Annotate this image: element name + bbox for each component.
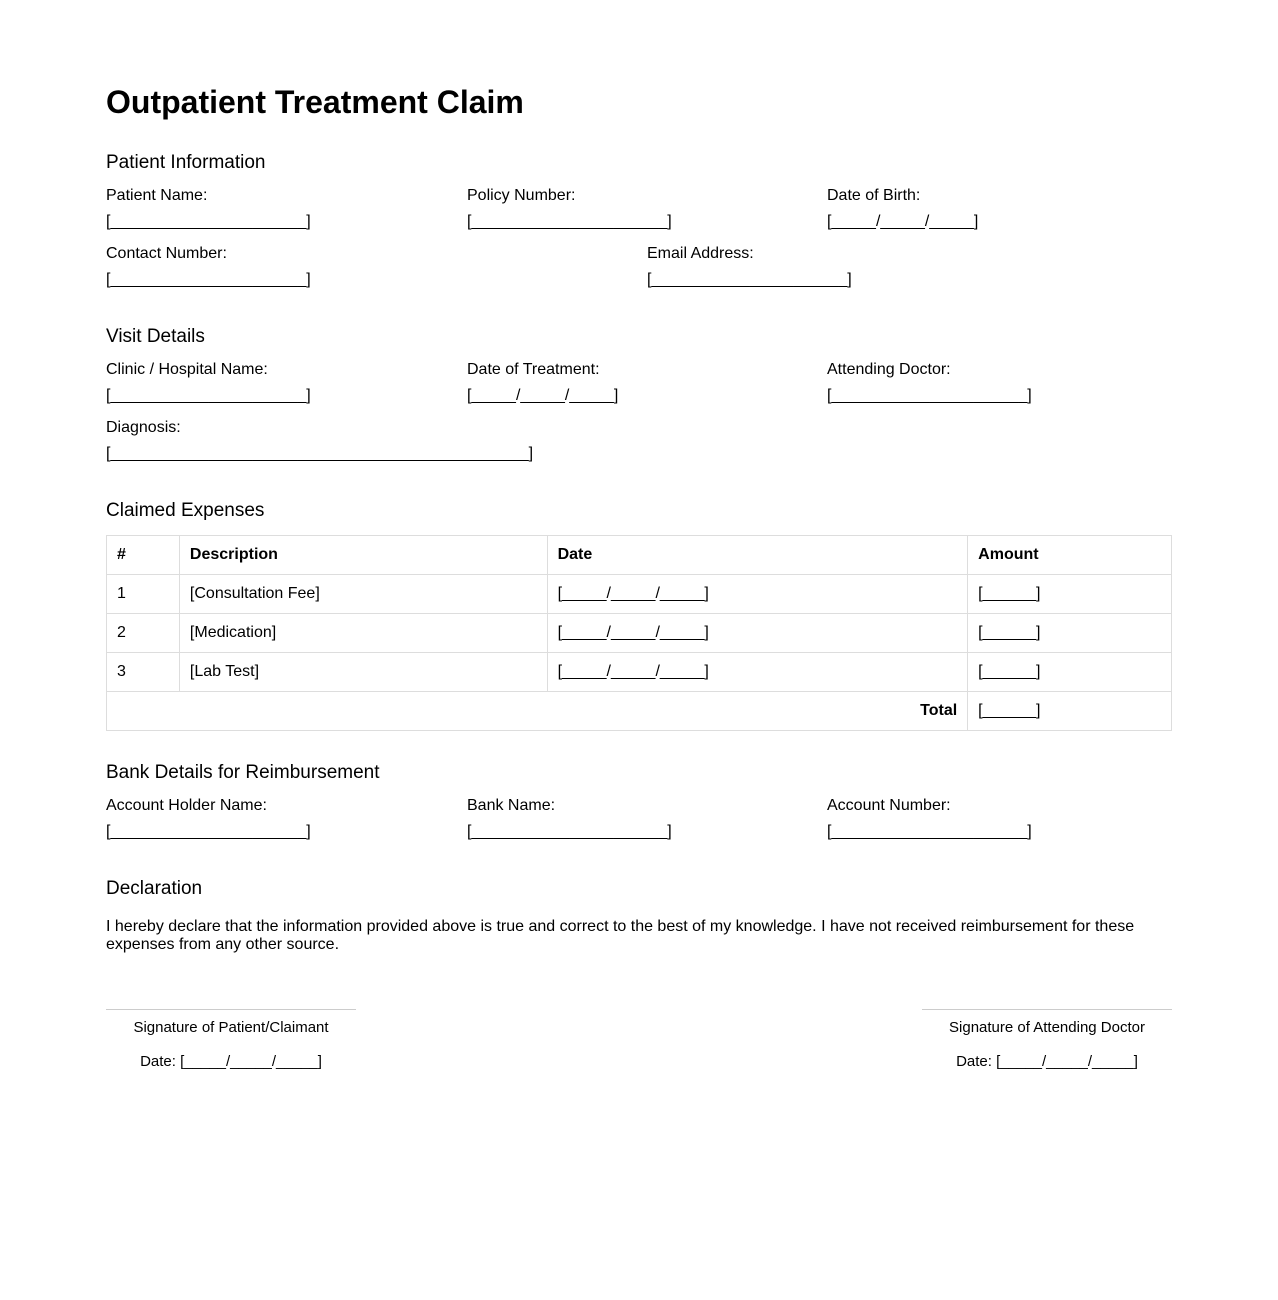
total-row bbox=[107, 692, 1172, 731]
row-number: 3 bbox=[107, 653, 180, 692]
declaration-text: I hereby declare that the information provided above is true and correct to the best of my knowledge. I have not received reimbursement for these expenses from any other source. bbox=[106, 918, 1135, 953]
expenses-table bbox=[106, 535, 1172, 731]
account-number-input[interactable]: [______________________] bbox=[827, 823, 1032, 840]
doctor-signature-block[interactable] bbox=[922, 1009, 1172, 1071]
doctor-signature-label: Signature of Attending Doctor bbox=[949, 1019, 1145, 1036]
email-field bbox=[647, 245, 852, 289]
declaration-heading: Declaration bbox=[106, 878, 203, 899]
account-number-label: Account Number: bbox=[827, 797, 951, 814]
attending-doctor-label: Attending Doctor: bbox=[827, 361, 951, 378]
bank-name-field bbox=[467, 797, 672, 841]
row-date-input[interactable]: [_____/_____/_____] bbox=[547, 653, 968, 692]
treatment-date-field bbox=[467, 361, 618, 405]
patient-signature-label: Signature of Patient/Claimant bbox=[133, 1019, 329, 1036]
email-input[interactable]: [______________________] bbox=[647, 271, 852, 288]
table-row bbox=[107, 575, 1172, 614]
clinic-name-field bbox=[106, 361, 311, 405]
clinic-name-label: Clinic / Hospital Name: bbox=[106, 361, 268, 378]
dob-label: Date of Birth: bbox=[827, 187, 921, 204]
account-holder-label: Account Holder Name: bbox=[106, 797, 267, 814]
patient-name-input[interactable]: [______________________] bbox=[106, 213, 311, 230]
bank-details-heading: Bank Details for Reimbursement bbox=[106, 762, 380, 783]
column-header-amount: Amount bbox=[968, 536, 1172, 575]
form-title: Outpatient Treatment Claim bbox=[106, 84, 524, 120]
row-date-input[interactable]: [_____/_____/_____] bbox=[547, 575, 968, 614]
contact-number-label: Contact Number: bbox=[106, 245, 227, 262]
row-description[interactable]: [Consultation Fee] bbox=[179, 575, 547, 614]
diagnosis-label: Diagnosis: bbox=[106, 419, 181, 436]
column-header-date: Date bbox=[547, 536, 968, 575]
total-label: Total bbox=[107, 692, 968, 731]
bank-name-label: Bank Name: bbox=[467, 797, 556, 814]
patient-signature-block[interactable] bbox=[106, 1009, 356, 1071]
policy-number-field bbox=[467, 187, 672, 231]
table-row bbox=[107, 653, 1172, 692]
row-amount-input[interactable]: [______] bbox=[968, 653, 1172, 692]
table-row bbox=[107, 614, 1172, 653]
table-header-row bbox=[107, 536, 1172, 575]
patient-name-label: Patient Name: bbox=[106, 187, 208, 204]
patient-info-heading: Patient Information bbox=[106, 152, 266, 173]
row-date-input[interactable]: [_____/_____/_____] bbox=[547, 614, 968, 653]
account-holder-field bbox=[106, 797, 311, 841]
column-header-number: # bbox=[107, 536, 180, 575]
patient-name-field bbox=[106, 187, 311, 231]
policy-number-label: Policy Number: bbox=[467, 187, 576, 204]
account-number-field bbox=[827, 797, 1032, 841]
expenses-heading: Claimed Expenses bbox=[106, 500, 265, 521]
row-number: 2 bbox=[107, 614, 180, 653]
bank-name-input[interactable]: [______________________] bbox=[467, 823, 672, 840]
account-holder-input[interactable]: [______________________] bbox=[106, 823, 311, 840]
row-description[interactable]: [Medication] bbox=[179, 614, 547, 653]
treatment-date-input[interactable]: [_____/_____/_____] bbox=[467, 387, 619, 404]
policy-number-input[interactable]: [______________________] bbox=[467, 213, 672, 230]
dob-field bbox=[827, 187, 978, 231]
visit-details-heading: Visit Details bbox=[106, 326, 205, 347]
email-label: Email Address: bbox=[647, 245, 754, 262]
row-number: 1 bbox=[107, 575, 180, 614]
column-header-description: Description bbox=[179, 536, 547, 575]
patient-signature-date[interactable]: Date: [_____/_____/_____] bbox=[140, 1053, 322, 1070]
dob-input[interactable]: [_____/_____/_____] bbox=[827, 213, 979, 230]
contact-number-field bbox=[106, 245, 311, 289]
attending-doctor-field bbox=[827, 361, 1032, 405]
diagnosis-input[interactable]: [_______________________________________________] bbox=[106, 445, 534, 462]
clinic-name-input[interactable]: [______________________] bbox=[106, 387, 311, 404]
row-description[interactable]: [Lab Test] bbox=[179, 653, 547, 692]
total-amount-input[interactable]: [______] bbox=[968, 692, 1172, 731]
treatment-date-label: Date of Treatment: bbox=[467, 361, 600, 378]
row-amount-input[interactable]: [______] bbox=[968, 575, 1172, 614]
contact-number-input[interactable]: [______________________] bbox=[106, 271, 311, 288]
doctor-signature-date[interactable]: Date: [_____/_____/_____] bbox=[956, 1053, 1138, 1070]
row-amount-input[interactable]: [______] bbox=[968, 614, 1172, 653]
attending-doctor-input[interactable]: [______________________] bbox=[827, 387, 1032, 404]
diagnosis-field bbox=[106, 419, 533, 463]
